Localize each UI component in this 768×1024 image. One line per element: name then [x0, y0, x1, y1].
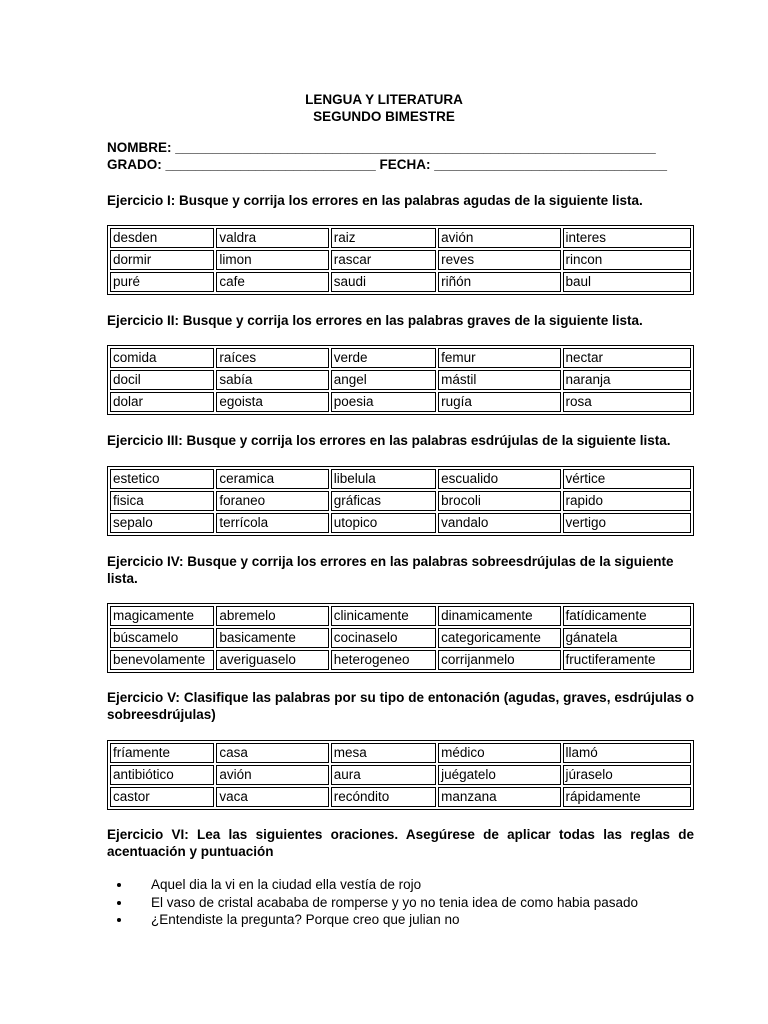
word-cell: nectar	[563, 348, 691, 368]
word-cell: médico	[438, 743, 560, 763]
word-cell: vértice	[563, 469, 691, 489]
list-item: • El vaso de cristal acababa de romperse y yo no tenia idea de como habia pasado	[132, 894, 638, 912]
word-cell: brocoli	[438, 491, 560, 511]
table-row	[110, 392, 691, 412]
word-cell: gánatela	[563, 628, 691, 648]
word-cell: basicamente	[216, 628, 328, 648]
word-cell: aura	[331, 765, 436, 785]
word-cell: limon	[216, 250, 328, 270]
word-cell: gráficas	[331, 491, 436, 511]
exercise-4-table	[107, 603, 694, 673]
word-cell: dolar	[110, 392, 214, 412]
word-cell: verde	[331, 348, 436, 368]
word-cell: avión	[438, 228, 560, 248]
word-cell: egoista	[216, 392, 328, 412]
table-row	[110, 491, 691, 511]
word-cell: libelula	[331, 469, 436, 489]
word-cell: desden	[110, 228, 214, 248]
word-cell: corrijanmelo	[438, 650, 560, 670]
word-cell: rugía	[438, 392, 560, 412]
list-item: • Aquel dia la vi en la ciudad ella vestía de rojo	[132, 876, 638, 894]
list-item: • ¿Entendiste la pregunta? Porque creo que julian no	[132, 911, 638, 929]
word-cell: categoricamente	[438, 628, 560, 648]
word-cell: clinicamente	[331, 606, 436, 626]
word-cell: raiz	[331, 228, 436, 248]
word-cell: fatídicamente	[563, 606, 691, 626]
exercise-2-heading: Ejercicio II: Busque y corrija los errores en las palabras graves de la siguiente lista.	[107, 313, 643, 328]
table-row	[110, 250, 691, 270]
exercise-5-table	[107, 740, 694, 810]
table-row	[110, 228, 691, 248]
word-cell: valdra	[216, 228, 328, 248]
word-cell: mesa	[331, 743, 436, 763]
word-cell: rapido	[563, 491, 691, 511]
table-row	[110, 743, 691, 763]
word-cell: dinamicamente	[438, 606, 560, 626]
table-row	[110, 348, 691, 368]
table-row	[110, 650, 691, 670]
word-cell: puré	[110, 272, 214, 292]
word-cell: cocinaselo	[331, 628, 436, 648]
table-row	[110, 513, 691, 533]
word-cell: riñón	[438, 272, 560, 292]
word-cell: benevolamente	[110, 650, 214, 670]
word-cell: interes	[563, 228, 691, 248]
table-row	[110, 370, 691, 390]
word-cell: foraneo	[216, 491, 328, 511]
word-cell: vaca	[216, 787, 328, 807]
word-cell: sabía	[216, 370, 328, 390]
grado-fecha-field[interactable]: GRADO: ____________________________ FECHA: _______________________________	[107, 157, 667, 172]
word-cell: casa	[216, 743, 328, 763]
word-cell: vertigo	[563, 513, 691, 533]
word-cell: femur	[438, 348, 560, 368]
exercise-6-heading: Ejercicio VI: Lea las siguientes oraciones. Asegúrese de aplicar todas las reglas de acentuación y puntuación	[107, 827, 694, 859]
word-cell: llamó	[563, 743, 691, 763]
word-cell: magicamente	[110, 606, 214, 626]
table-row	[110, 765, 691, 785]
word-cell: avión	[216, 765, 328, 785]
word-cell: comida	[110, 348, 214, 368]
exercise-1-table	[107, 225, 694, 295]
word-cell: júraselo	[563, 765, 691, 785]
word-cell: terrícola	[216, 513, 328, 533]
word-cell: rascar	[331, 250, 436, 270]
exercise-4-heading: Ejercicio IV: Busque y corrija los errores en las palabras sobreesdrújulas de la siguiente lista.	[107, 554, 674, 586]
word-cell: dormir	[110, 250, 214, 270]
word-cell: raíces	[216, 348, 328, 368]
table-row	[110, 272, 691, 292]
word-cell: reves	[438, 250, 560, 270]
word-cell: saudi	[331, 272, 436, 292]
exercise-3-heading: Ejercicio III: Busque y corrija los errores en las palabras esdrújulas de la siguiente lista.	[107, 433, 671, 448]
word-cell: rosa	[563, 392, 691, 412]
exercise-3-table	[107, 466, 694, 536]
word-cell: castor	[110, 787, 214, 807]
word-cell: antibiótico	[110, 765, 214, 785]
word-cell: juégatelo	[438, 765, 560, 785]
word-cell: docil	[110, 370, 214, 390]
word-cell: cafe	[216, 272, 328, 292]
table-row	[110, 606, 691, 626]
word-cell: manzana	[438, 787, 560, 807]
word-cell: recóndito	[331, 787, 436, 807]
exercise-2-table	[107, 345, 694, 415]
word-cell: escualido	[438, 469, 560, 489]
table-row	[110, 787, 691, 807]
sentence-list	[107, 876, 638, 929]
word-cell: fríamente	[110, 743, 214, 763]
word-cell: heterogeneo	[331, 650, 436, 670]
page-subtitle: SEGUNDO BIMESTRE	[313, 109, 455, 124]
exercise-1-heading: Ejercicio I: Busque y corrija los errores en las palabras agudas de la siguiente lista.	[107, 193, 643, 208]
exercise-5-heading: Ejercicio V: Clasifique las palabras por su tipo de entonación (agudas, graves, esdrújulas o sobreesdrújulas)	[107, 690, 694, 722]
word-cell: naranja	[563, 370, 691, 390]
word-cell: abremelo	[216, 606, 328, 626]
word-cell: rápidamente	[563, 787, 691, 807]
word-cell: búscamelo	[110, 628, 214, 648]
word-cell: angel	[331, 370, 436, 390]
word-cell: baul	[563, 272, 691, 292]
word-cell: vandalo	[438, 513, 560, 533]
nombre-field[interactable]: NOMBRE: ________________________________________________________________	[107, 140, 656, 155]
word-cell: averiguaselo	[216, 650, 328, 670]
word-cell: poesia	[331, 392, 436, 412]
word-cell: fructiferamente	[563, 650, 691, 670]
word-cell: mástil	[438, 370, 560, 390]
word-cell: estetico	[110, 469, 214, 489]
table-row	[110, 628, 691, 648]
word-cell: fisica	[110, 491, 214, 511]
page-title: LENGUA Y LITERATURA	[305, 92, 463, 107]
word-cell: utopico	[331, 513, 436, 533]
table-row	[110, 469, 691, 489]
word-cell: rincon	[563, 250, 691, 270]
word-cell: sepalo	[110, 513, 214, 533]
word-cell: ceramica	[216, 469, 328, 489]
